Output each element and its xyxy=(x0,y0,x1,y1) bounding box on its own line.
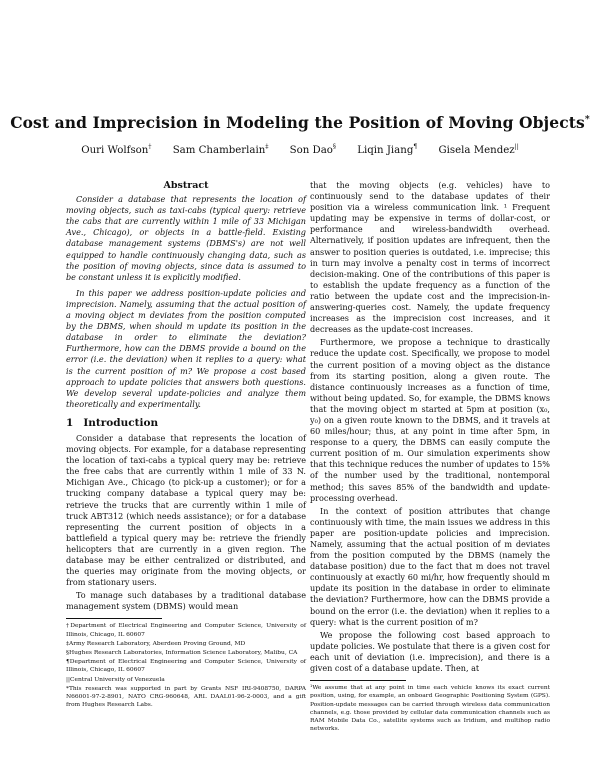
title-footnote-mark: * xyxy=(584,113,590,125)
section-title: Introduction xyxy=(83,416,159,429)
intro-paragraph-2: To manage such databases by a traditional database management system (DBMS) would mean xyxy=(66,590,306,612)
footnote-gps: ¹We assume that at any point in time each vehicle knows its exact current position, using, for example, an onboard Geographic Positioning System (GPS). Position-update messages can be carried through wireless data communication channels, e.g. those provided by cellular data communication channels such as RAM Mobile Data Co., satellite systems such as Iridium, and multihop radio networks. xyxy=(310,685,550,733)
author-3: Son Dao§ xyxy=(289,143,336,156)
left-column xyxy=(66,180,306,711)
body-paragraph-3: In the context of position attributes that change continuously with time, the main issues we address in this paper are position-update policies and imprecision. Namely, assuming that the actual position of m deviates from the position computed by the DBMS (namely the database position) due to the fact that m does not travel continuously at exactly 60 mi/hr, how frequently should m update its position in the database in order to eliminate the deviation? Furthermore, how can the DBMS provide a bound on the error (i.e. the deviation) when it replies to a query: what is the current position of m? xyxy=(310,505,550,627)
footnote-rule xyxy=(310,680,406,681)
footnote-funding: *This research was supported in part by Grants NSF IRI-9408750, DARPA N66001-97-2-8901, NATO CRG-960648, ARL DAAL01-96-2-0003, and a gift from Hughes Research Labs. xyxy=(66,685,306,709)
body-paragraph-1: that the moving objects (e.g. vehicles) have to continuously send to the database updates of their position via a wireless communication link. ¹ Frequent updating may be expensive in terms of dollar-cost, or performance and wireless-bandwidth overhead. Alternatively, if position updates are infrequent, then the answer to position queries is outdated, i.e. imprecise; this in turn may involve a penalty cost in terms of incorrect decision-making. One of the contributions of this paper is to establish the update frequency as a function of the ratio between the update cost and the imprecision-in-answering-queries cost. Namely, the update frequency increases as the imprecision cost increases, and it decreases as the update-cost increases. xyxy=(310,180,550,335)
abstract-paragraph-2: In this paper we address position-update policies and imprecision. Namely, assuming that the actual position of a moving object m deviates from the position computed by the DBMS, when should m update its position in the database in order to eliminate the deviation? Furthermore, how can the DBMS provide a bound on the error (i.e. the deviation) when it replies to a query: what is the current position of m? We propose a cost based approach to update policies that answers both questions. We develop several update-policies and analyze them theoretically and experimentally. xyxy=(66,287,306,409)
body-paragraph-4: We propose the following cost based approach to update policies. We postulate that there is a given cost for each unit of deviation (i.e. imprecision), and there is a given cost of a database update. Then, at xyxy=(310,629,550,674)
footnote-affiliation-3: §Hughes Research Laboratories, Information Science Laboratory, Malibu, CA xyxy=(66,650,298,657)
footnote-affiliation-1: †Department of Electrical Engineering and Computer Science, University of Illinois, Chicago, IL 60607 xyxy=(66,623,306,638)
footnote-affiliation-5: ||Central University of Venezuela xyxy=(66,676,165,683)
intro-paragraph-1: Consider a database that represents the location of moving objects. For example, for a database representing the location of taxi-cabs a typical query may be: retrieve the free cabs that are currently within 1 mile of 33 N. Michigan Ave., Chicago (to pick-up a customer); or for a trucking company database a typical query may be: retrieve the trucks that are currently within 1 mile of truck ABT312 (which needs assistance); or for a database representing the current position of objects in a battlefield a typical query may be: retrieve the friendly helicopters that are currently in a given region. The database may be either centralized or distributed, and the queries may originate from the moving objects, or from stationary users. xyxy=(66,432,306,588)
footnote-affiliation-4: ¶Department of Electrical Engineering and Computer Science, University of Illinois, Chicago, IL 60607 xyxy=(66,659,306,674)
author-4: Liqin Jiang¶ xyxy=(357,143,418,156)
section-heading-introduction xyxy=(66,418,306,429)
body-paragraph-2: Furthermore, we propose a technique to drastically reduce the update cost. Specifically, we propose to model the current position of a moving object as the distance from its starting position, along a given route. The distance continuously increases as a function of time, without being updated. So, for example, the DBMS knows that the moving object m started at 5pm at position (x₀, y₀) on a given route known to the DBMS, and it travels at 60 miles/hour; thus, at any point in time after 5pm, in response to a query, the DBMS can easily compute the current position of m. Our simulation experiments show that this technique reduces the number of updates to 15% of the number used by the traditional, nontemporal method; this saves 85% of the bandwidth and update-processing overhead. xyxy=(310,337,550,503)
abstract-paragraph-1: Consider a database that represents the location of moving objects, such as taxi-cabs (typical query: retrieve the cabs that are currently within 1 mile of 33 Michigan Ave., Chicago), or objects in a battle-field. Existing database management systems (DBMS's) are not well equipped to handle continuously changing data, such as the position of moving objects, since data is assumed to be constant unless it is explicitly modified. xyxy=(66,194,306,282)
right-column xyxy=(310,180,550,734)
author-2: Sam Chamberlain‡ xyxy=(172,143,269,156)
section-number: 1 xyxy=(66,416,74,429)
author-5: Gisela Mendez|| xyxy=(438,143,519,156)
footnote-rule xyxy=(66,618,162,619)
paper-title: Cost and Imprecision in Modeling the Position of Moving Objects* xyxy=(10,113,590,132)
footnote-affiliation-2: ‡Army Research Laboratory, Aberdeen Proving Ground, MD xyxy=(66,640,246,647)
abstract xyxy=(66,180,306,410)
author-list xyxy=(0,145,600,156)
abstract-heading: Abstract xyxy=(163,180,209,191)
author-1: Ouri Wolfson† xyxy=(81,143,152,156)
